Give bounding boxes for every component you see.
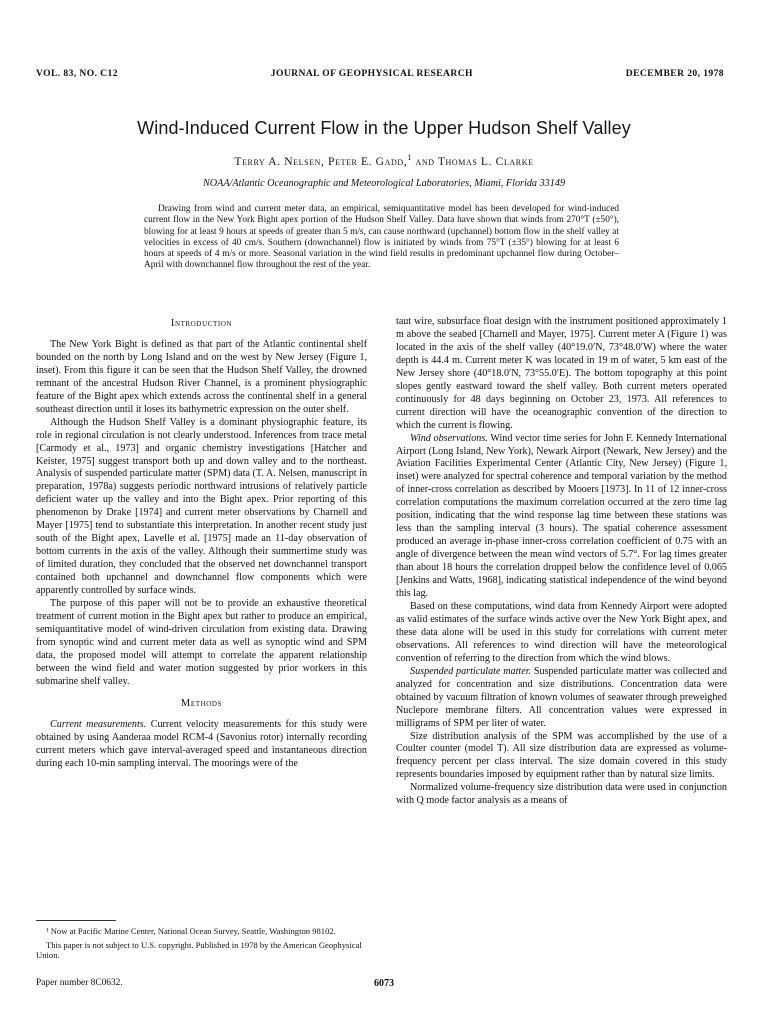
page-number: 6073 (374, 978, 394, 989)
methods-paragraph-wind (396, 433, 727, 601)
methods-paragraph-mooring: taut wire, subsurface float design with the instrument positioned approximately 1 m above the seabed [Charnell and Mayer, 1975]. Current meter A (Figure 1) was located in the axis of the shelf valley (40°19.0′N, 73°48.0′W) where the water depth is 44.4 m. Current meter K was located in 19 m of water, 5 km east of the New Jersey shore (40°18.0′N, 73°55.0′E). The bottom topography at this point slopes gently eastward toward the shelf valley. Both current meters operated continuously for 48 days beginning on October 23, 1973. All references to current direction will have the oceanographic convention of the direction to which the current is flowing. (396, 316, 727, 431)
methods-paragraph-size: Size distribution analysis of the SPM was accomplished by the use of a Coulter counter (model T). All size distribution data are expressed as volume-frequency percent per class interval. The size domain covered in this study represents boundaries imposed by equipment rather than by natural size limits. (396, 730, 727, 781)
running-head (36, 68, 724, 79)
wind-observations-runin: Wind observations. (410, 432, 488, 444)
introduction-heading: Introduction (170, 318, 233, 329)
methods-heading: Methods (180, 697, 223, 709)
footnotes (36, 926, 367, 964)
spm-runin: Suspended particulate matter. (410, 665, 532, 677)
methods-paragraph-current (36, 719, 367, 771)
footnote-rule (36, 920, 116, 921)
authors-part-b: and Thomas L. Clarke (411, 155, 534, 168)
volume-number: VOL. 83, NO. C12 (36, 68, 118, 79)
abstract: Drawing from wind and current meter data, an empirical, semiquantitative model has been developed for wind-induced current flow in the New York Bight apex portion of the Hudson Shelf Valley. Data have shown that winds from 270°T (±50°), blowing for at least 9 hours at speeds of greater than 5 m/s, can cause northward (upchannel) bottom flow in the shelf valley at velocities in excess of 40 cm/s. Southern (downchannel) flow is initiated by winds from 75°T (±35°) blowing for at least 6 hours at speeds of 4 m/s or more. Seasonal variation in the wind field results in predominant upchannel flow during October–April with downchannel flow throughout the rest of the year. (144, 204, 619, 271)
paper-title: Wind-Induced Current Flow in the Upper Hudson Shelf Valley (137, 118, 631, 138)
intro-paragraph-3: The purpose of this paper will not be to provide an exhaustive theoretical treatment of current motion in the Bight apex but rather to produce an empirical, semiquantitative model of wind-driven circulation from existing data. Drawing from synoptic wind and current meter data as well as synoptic wind and SPM data, the proposed model will attempt to correlate the apparent relationship between the wind field and water motion suggested by prior workers in this submarine shelf valley. (36, 598, 367, 687)
intro-paragraph-1: The New York Bight is defined as that part of the Atlantic continental shelf bounded on the north by Long Island and on the west by New Jersey (Figure 1, inset). From this figure it can be seen that the Hudson Shelf Valley, the drowned remnant of the ancestral Hudson River Channel, is a prominent physiographic feature of the Bight apex which extends across the continental shelf in a general southeast direction until it loses its bathymetric expression on the outer shelf. (36, 338, 367, 415)
author-footnote-mark: 1 (407, 153, 412, 163)
methods-paragraph-spm (396, 666, 727, 731)
footnote-affiliation: ¹ Now at Pacific Marine Center, National Ocean Survey, Seattle, Washington 98102. (46, 926, 336, 936)
current-measurements-runin: Current measurements. (50, 718, 147, 730)
left-column (36, 316, 367, 770)
paper-number: Paper number 8C0632. (36, 978, 123, 988)
journal-name: JOURNAL OF GEOPHYSICAL RESEARCH (270, 68, 473, 79)
author-list (0, 155, 768, 168)
issue-date: DECEMBER 20, 1978 (625, 68, 724, 79)
methods-paragraph-normalized: Normalized volume-frequency size distribution data were used in conjunction with Q mode factor analysis as a means of (396, 782, 727, 807)
right-column (396, 316, 727, 808)
current-measurements-text: Current velocity measurements for this study were obtained by using Aanderaa model RCM-4 (Savonius rotor) internally recording current meters which gave interval-averaged speed and instantaneous direction during each 10-min sampling interval. The moorings were of the (36, 718, 367, 769)
author-affiliation: NOAA/Atlantic Oceanographic and Meteorological Laboratories, Miami, Florida 33149 (202, 178, 566, 189)
wind-observations-text: Wind vector time series for John F. Kennedy International Airport (Long Island, New York), Newark Airport (Newark, New Jersey) and the Aviation Facilities Experimental Center (Atlantic City, New Jersey) (Figure 1, inset) were analyzed for spectral coherence and temporal variation by the method of inner-cross correlation as described by Mooers [1973]. In 11 of 12 inner-cross correlation computations the maximum correlation occurred at the zero time lag position, indicating that the wind response lag time between these stations was less than the sampling interval (3 hours). The spatial coherence assessment produced an average in-phase inner-cross correlation coefficient of 0.75 with an angle of divergence between the mean wind vectors of 5.7°. For lag times greater than about 18 hours the correlation dropped below the confidence level of 0.065 [Jenkins and Watts, 1968], indicating statistical independence of the wind beyond this lag. (396, 432, 727, 600)
intro-paragraph-2: Although the Hudson Shelf Valley is a dominant physiographic feature, its role in regional circulation is not clearly understood. Inferences from trace metal [Carmody et al., 1973] and organic chemistry investigations [Hatcher and Keister, 1975] suggest transport both up and down valley and to the northeast. Analysis of suspended particulate matter (SPM) data (T. A. Nelsen, manuscript in preparation, 1978a) suggests periodic northward intrusions of relatively particle deficient water up the valley and into the Bight apex. Prior reporting of this phenomenon by Drake [1974] and current meter observations by Charnell and Mayer [1975] tend to substantiate this interpretation. In another recent study just south of the Bight apex, Lavelle et al. [1975] made an 11-day observation of bottom currents in the axis of the valley. Although their summertime study was of limited duration, they concluded that the observed net downchannel transport contained both upchannel and downchannel flow components which were apparently controlled by surface winds. (36, 416, 367, 597)
methods-paragraph-kennedy: Based on these computations, wind data from Kennedy Airport were adopted as valid estimates of the surface winds active over the New York Bight apex, and these data alone will be used in this study for correlations with current meter observations. All references to wind direction will have the meteorological convention of referring to the direction from which the wind blows. (396, 600, 727, 664)
authors-part-a: Terry A. Nelsen, Peter E. Gadd, (234, 155, 408, 168)
footnote-copyright: This paper is not subject to U.S. copyright. Published in 1978 by the American Geophysical Union. (36, 939, 362, 961)
spm-text: Suspended particulate matter was collected and analyzed for concentration and size distributions. Concentration data were obtained by vacuum filtration of known volumes of seawater through preweighed Nuclepore membrane filters. All concentration values were expressed in milligrams of SPM per liter of water. (396, 665, 727, 729)
